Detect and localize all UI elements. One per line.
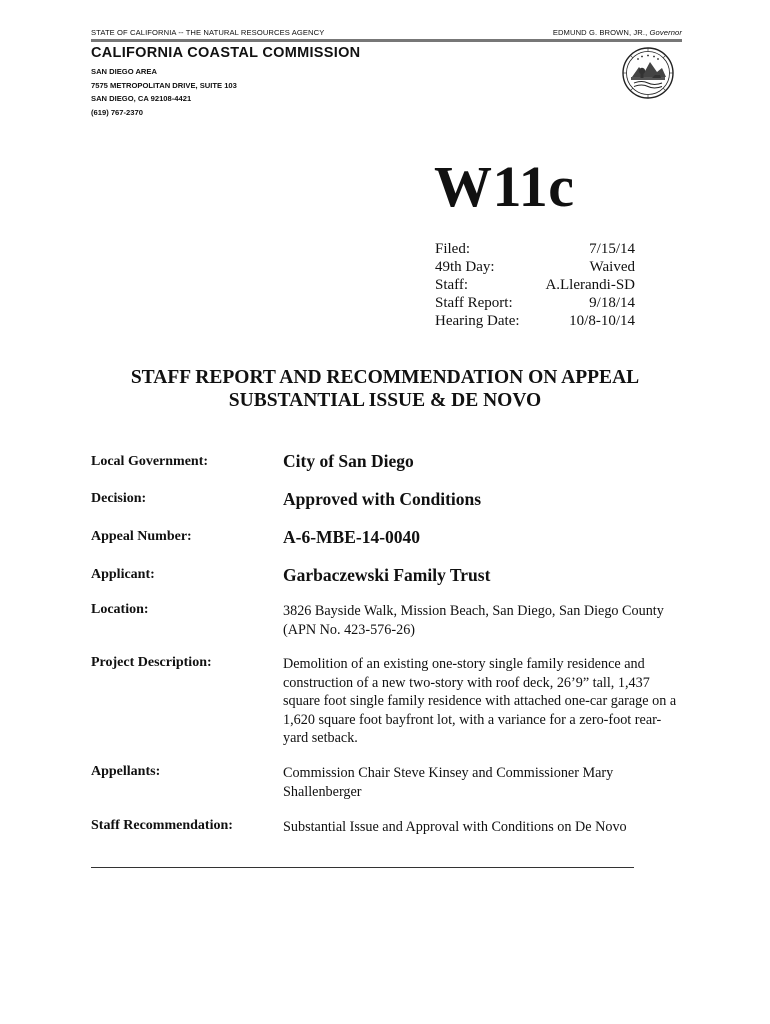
footer-rule: [91, 867, 634, 868]
filing-label: Filed:: [435, 241, 471, 257]
california-state-seal-icon: [622, 47, 674, 99]
governor-title: Governor: [649, 28, 682, 37]
report-title-line: SUBSTANTIAL ISSUE & DE NOVO: [228, 390, 542, 411]
field-label: Local Government:: [91, 454, 209, 469]
field-label: Appellants:: [91, 764, 161, 779]
field-value: Substantial Issue and Approval with Conditions on De Novo: [283, 819, 627, 835]
report-title: [85, 366, 685, 412]
filing-row: [435, 276, 635, 294]
filing-row: [435, 294, 635, 312]
header-rule: [91, 39, 682, 42]
field-label: Project Description:: [91, 655, 212, 670]
field-value: Commission Chair Steve Kinsey and Commissioner Mary Shallenberger: [283, 765, 614, 800]
field-label: Staff Recommendation:: [91, 818, 233, 833]
filing-value: Waived: [589, 259, 635, 275]
field-label: Decision:: [91, 491, 147, 506]
state-agency-line: STATE OF CALIFORNIA -- THE NATURAL RESOURCES AGENCY: [91, 28, 325, 37]
agency-address: [91, 65, 237, 119]
filing-label: Hearing Date:: [435, 313, 520, 329]
agency-name: CALIFORNIA COASTAL COMMISSION: [91, 45, 361, 61]
phone-line: (619) 767-2370: [91, 107, 143, 117]
filing-row: [435, 258, 635, 276]
field-label: Appeal Number:: [91, 529, 192, 544]
filing-value: 10/8-10/14: [569, 313, 635, 329]
address-line: SAN DIEGO, CA 92108-4421: [91, 94, 192, 103]
field-value: Approved with Conditions: [283, 489, 482, 509]
filing-value: A.Llerandi-SD: [545, 277, 635, 293]
field-value: City of San Diego: [283, 451, 414, 471]
filing-label: Staff Report:: [435, 295, 513, 311]
filing-row: [435, 312, 635, 330]
filing-value: 7/15/14: [589, 241, 635, 257]
filing-value: 9/18/14: [589, 295, 635, 311]
field-value: Garbaczewski Family Trust: [283, 565, 491, 585]
address-line: 7575 METROPOLITAN DRIVE, SUITE 103: [91, 80, 237, 90]
filing-label: Staff:: [435, 277, 469, 293]
filing-info: [435, 240, 635, 330]
governor-line: [553, 28, 682, 37]
filing-row: [435, 240, 635, 258]
governor-name: EDMUND G. BROWN, JR.,: [552, 28, 648, 37]
field-label: Applicant:: [91, 567, 155, 582]
report-title-line: STAFF REPORT AND RECOMMENDATION ON APPEAL: [130, 367, 640, 388]
address-line: SAN DIEGO AREA: [91, 67, 157, 76]
agenda-item-code: W11c: [434, 154, 575, 219]
field-value: 3826 Bayside Walk, Mission Beach, San Diego, San Diego County (APN No. 423-576-26): [283, 603, 664, 638]
field-value: A-6-MBE-14-0040: [283, 527, 421, 547]
filing-label: 49th Day:: [435, 259, 495, 275]
field-value: Demolition of an existing one-story single family residence and construction of a new two-story with roof deck, 26’9” tall, 1,437 square foot single family residence with attached one-car garage on a 1,620 square foot bayfront lot, with a variance for a zero-foot rear-yard setback.: [283, 656, 677, 746]
field-label: Location:: [91, 602, 149, 617]
